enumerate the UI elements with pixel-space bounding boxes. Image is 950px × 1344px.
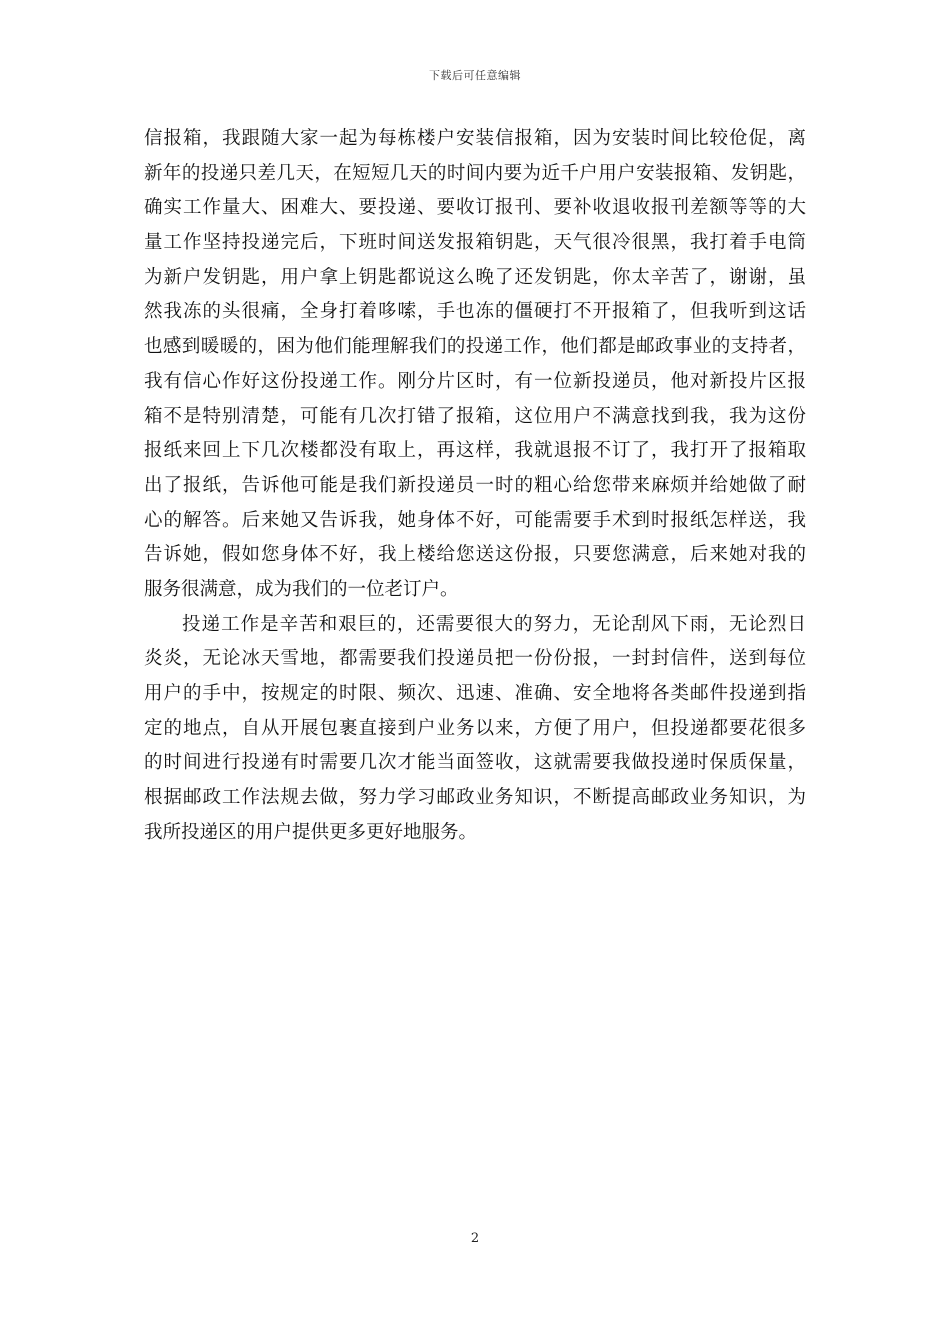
paragraph-line: 告诉她，假如您身体不好，我上楼给您送这份报，只要您满意，后来她对我的 [144, 544, 806, 566]
paragraph-line: 我所投递区的用户提供更多更好地服务。 [144, 821, 478, 843]
paragraph-line: 定的地点，自从开展包裹直接到户业务以来，方便了用户，但投递都要花很多 [144, 717, 806, 739]
paragraph-line: 心的解答。后来她又告诉我，她身体不好，可能需要手术到时报纸怎样送，我 [144, 509, 806, 531]
paragraph-line: 也感到暖暖的，困为他们能理解我们的投递工作，他们都是邮政事业的支持者， [144, 336, 806, 358]
paragraph-line: 箱不是特别清楚，可能有几次打错了报箱，这位用户不满意找到我，我为这份 [144, 405, 806, 427]
paragraph-line: 我有信心作好这份投递工作。刚分片区时，有一位新投递员，他对新投片区报 [144, 370, 806, 392]
page-number: 2 [470, 1231, 480, 1246]
paragraph-2 [144, 608, 806, 851]
page-header: 下载后可任意编辑 [429, 69, 521, 82]
paragraph-line: 的时间进行投递有时需要几次才能当面签收，这就需要我做投递时保质保量， [144, 752, 806, 774]
paragraph-1 [144, 122, 806, 608]
paragraph-line: 然我冻的头很痛，全身打着哆嗦，手也冻的僵硬打不开报箱了，但我听到这话 [144, 301, 806, 323]
document-body [144, 122, 806, 850]
paragraph-line: 炎炎，无论冰天雪地，都需要我们投递员把一份份报，一封封信件，送到每位 [144, 648, 806, 670]
paragraph-line: 根据邮政工作法规去做，努力学习邮政业务知识，不断提高邮政业务知识，为 [144, 787, 806, 809]
paragraph-line: 新年的投递只差几天，在短短几天的时间内要为近千户用户安装报箱、发钥匙， [144, 162, 806, 184]
paragraph-line: 量工作坚持投递完后，下班时间送发报箱钥匙，天气很冷很黑，我打着手电筒 [144, 232, 806, 254]
paragraph-line: 为新户发钥匙，用户拿上钥匙都说这么晚了还发钥匙，你太辛苦了，谢谢，虽 [144, 266, 806, 288]
paragraph-line: 报纸来回上下几次楼都没有取上，再这样，我就退报不订了，我打开了报箱取 [144, 440, 806, 462]
paragraph-line: 投递工作是辛苦和艰巨的，还需要很大的努力，无论刮风下雨，无论烈日 [182, 613, 806, 635]
paragraph-line: 确实工作量大、困难大、要投递、要收订报刊、要补收退收报刊差额等等的大 [144, 197, 806, 219]
paragraph-line: 信报箱，我跟随大家一起为每栋楼户安装信报箱，因为安装时间比较伧促，离 [144, 128, 806, 149]
paragraph-line: 用户的手中，按规定的时限、频次、迅速、准确、安全地将各类邮件投递到指 [144, 683, 806, 704]
paragraph-line: 出了报纸，告诉他可能是我们新投递员一时的粗心给您带来麻烦并给她做了耐 [144, 474, 806, 496]
paragraph-line: 服务很满意，成为我们的一位老订户。 [144, 578, 459, 600]
